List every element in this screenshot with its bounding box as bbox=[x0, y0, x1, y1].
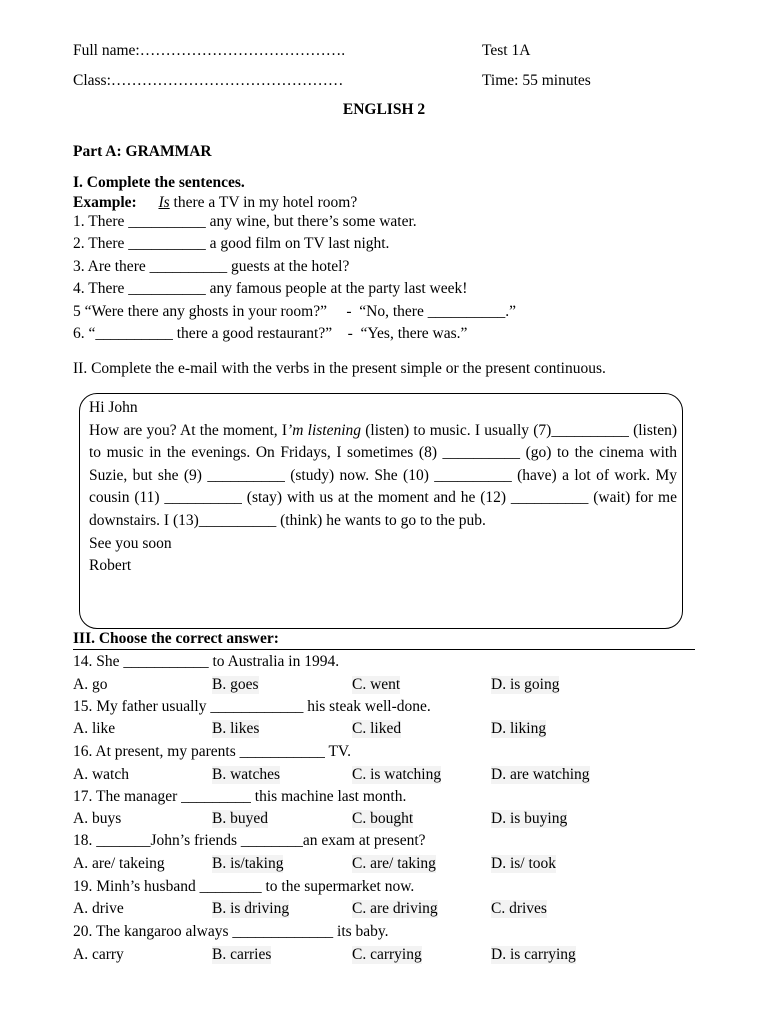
options-16 bbox=[73, 766, 673, 788]
question-19: 19. Minh’s husband ________ to the supermarket now. bbox=[73, 878, 415, 895]
document-title: ENGLISH 2 bbox=[342, 101, 426, 118]
option-a: A. watch bbox=[73, 766, 129, 783]
option-d: D. liking bbox=[491, 720, 547, 737]
options-20 bbox=[73, 946, 673, 968]
question-17: 17. The manager _________ this machine last month. bbox=[73, 788, 407, 805]
option-d: C. drives bbox=[491, 900, 547, 917]
options-19 bbox=[73, 900, 673, 922]
option-d: D. is buying bbox=[491, 810, 568, 827]
option-a: A. buys bbox=[73, 810, 122, 827]
option-d: D. is carrying bbox=[491, 946, 576, 963]
option-c: C. are/ taking bbox=[352, 855, 436, 872]
example-label: Example: bbox=[73, 194, 137, 211]
option-c: C. bought bbox=[352, 810, 414, 827]
option-b: B. is/taking bbox=[212, 855, 284, 872]
option-b: B. likes bbox=[212, 720, 260, 737]
question-20: 20. The kangaroo always _____________ its baby. bbox=[73, 923, 389, 940]
options-18 bbox=[73, 855, 673, 877]
question-15: 15. My father usually ____________ his steak well-done. bbox=[73, 698, 431, 715]
full-name-line: Full name:…………………………………. bbox=[73, 42, 346, 59]
question-18: 18. _______John’s friends ________an exam at present? bbox=[73, 832, 426, 849]
question-16: 16. At present, my parents ___________ TV. bbox=[73, 743, 351, 760]
section-1-heading: I. Complete the sentences. bbox=[73, 174, 245, 191]
section-1-item: 2. There __________ a good film on TV last night. bbox=[73, 235, 390, 252]
section-1-item: 3. Are there __________ guests at the hotel? bbox=[73, 258, 350, 275]
example-sentence: there a TV in my hotel room? bbox=[169, 194, 358, 211]
options-17 bbox=[73, 810, 673, 832]
email-body-start: How are you? At the moment, I bbox=[89, 421, 288, 439]
option-c: C. are driving bbox=[352, 900, 438, 917]
option-a: A. carry bbox=[73, 946, 124, 963]
section-1-item: 5 “Were there any ghosts in your room?” - “No, there __________.” bbox=[73, 303, 516, 320]
option-d: D. are watching bbox=[491, 766, 590, 783]
options-14 bbox=[73, 676, 673, 698]
options-15 bbox=[73, 720, 673, 742]
section-1-item: 1. There __________ any wine, but there’s some water. bbox=[73, 213, 417, 230]
example-answer: Is bbox=[158, 194, 170, 211]
email-greeting: Hi John bbox=[89, 399, 138, 416]
option-d: D. is/ took bbox=[491, 855, 557, 872]
email-example-verb: ’m listening bbox=[287, 421, 362, 439]
email-body-rest: (listen) to music. I usually (7)__________ (listen) to music in the evenings. On Fridays, I sometimes (8) __________ (go) to the cinema with Suzie, but she (9) __________ (study) now. She (10) __________ (have) a lot of work. My cousin (11) __________ (stay) with us at the moment and he (12) __________ (wait) for me downstairs. I (13)__________ (think) he wants to go to the pub. bbox=[89, 421, 677, 529]
option-c: C. liked bbox=[352, 720, 402, 737]
time-label: Time: 55 minutes bbox=[482, 72, 591, 89]
section-3-heading: III. Choose the correct answer: bbox=[73, 630, 695, 650]
option-c: C. carrying bbox=[352, 946, 422, 963]
section-2-heading: II. Complete the e-mail with the verbs in the present simple or the present continuous. bbox=[73, 360, 606, 377]
option-b: B. buyed bbox=[212, 810, 268, 827]
email-signature: Robert bbox=[89, 557, 132, 575]
question-14: 14. She ___________ to Australia in 1994. bbox=[73, 653, 340, 670]
section-1-item: 4. There __________ any famous people at the party last week! bbox=[73, 280, 468, 297]
part-a-heading: Part A: GRAMMAR bbox=[73, 143, 212, 160]
option-a: A. go bbox=[73, 676, 108, 693]
option-d: D. is going bbox=[491, 676, 560, 693]
email-body bbox=[89, 420, 677, 533]
option-b: B. is driving bbox=[212, 900, 290, 917]
option-b: B. watches bbox=[212, 766, 281, 783]
option-b: B. carries bbox=[212, 946, 272, 963]
email-closing: See you soon bbox=[89, 534, 172, 552]
email-content bbox=[89, 397, 677, 578]
section-1-item: 6. “__________ there a good restaurant?” - “Yes, there was.” bbox=[73, 325, 468, 342]
option-a: A. drive bbox=[73, 900, 124, 917]
option-a: A. like bbox=[73, 720, 116, 737]
test-label: Test 1A bbox=[482, 42, 531, 59]
class-line: Class:……………………………………… bbox=[73, 72, 344, 89]
option-b: B. goes bbox=[212, 676, 259, 693]
option-a: A. are/ takeing bbox=[73, 855, 165, 872]
option-c: C. is watching bbox=[352, 766, 442, 783]
option-c: C. went bbox=[352, 676, 401, 693]
example-line bbox=[73, 194, 357, 212]
